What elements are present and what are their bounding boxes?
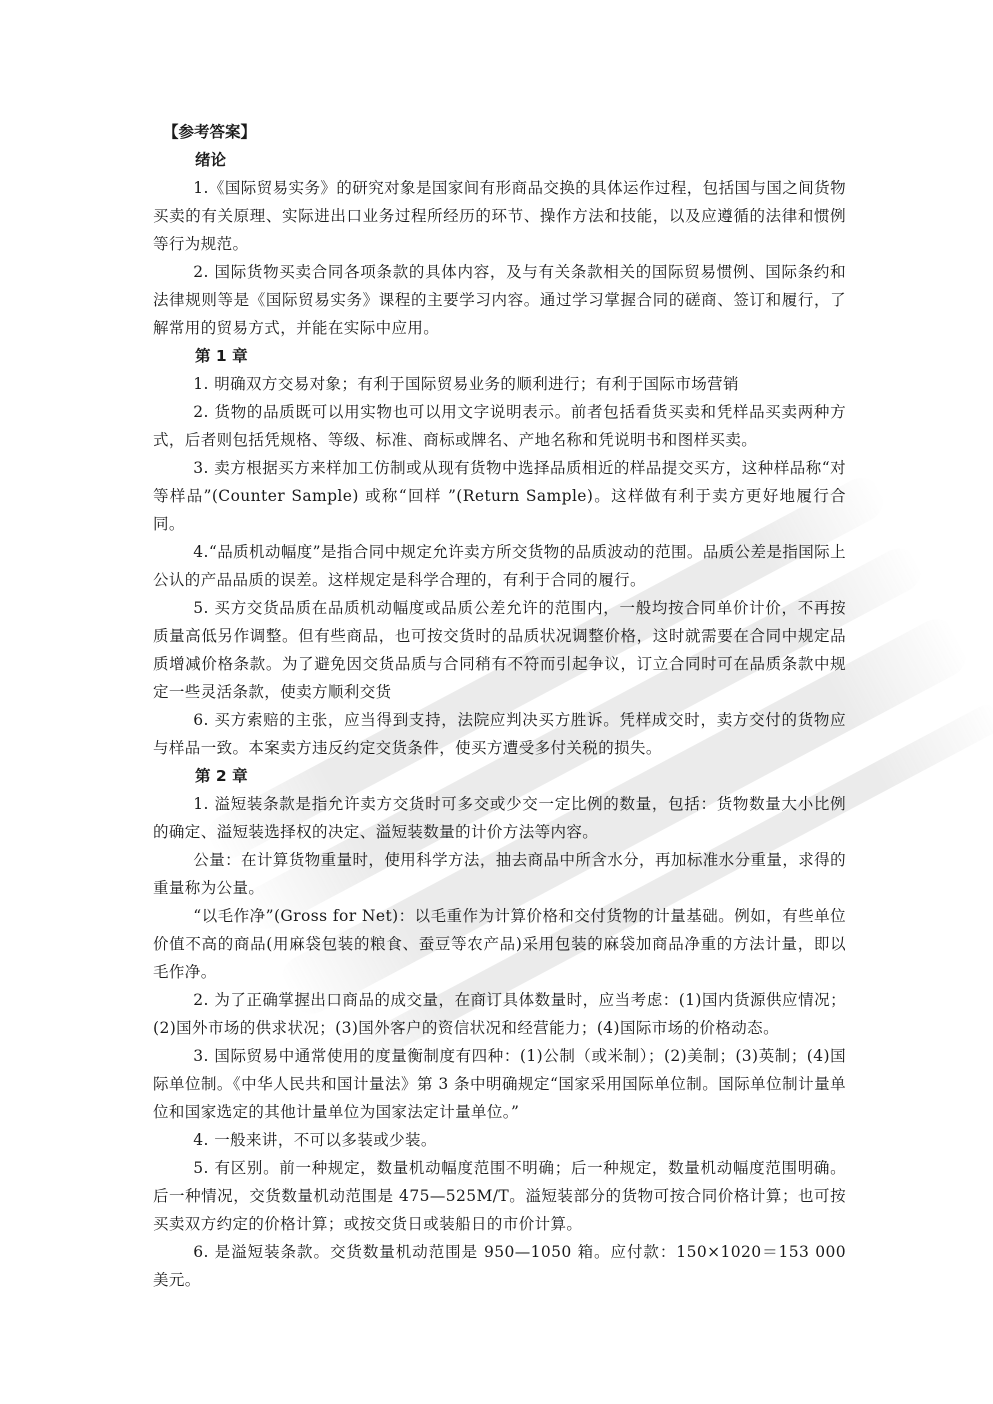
paragraph: 2. 国际货物买卖合同各项条款的具体内容，及与有关条款相关的国际贸易惯例、国际条约和法律规则等是《国际贸易实务》课程的主要学习内容。通过学习掌握合同的磋商、签订和履行，了解常用的贸易方式，并能在实际中应用。 [153, 263, 846, 337]
paragraph: 1.《国际贸易实务》的研究对象是国家间有形商品交换的具体运作过程，包括国与国之间货物买卖的有关原理、实际进出口业务过程所经历的环节、操作方法和技能，以及应遵循的法律和惯例等行为规范。 [153, 179, 846, 253]
paragraph: 公量：在计算货物重量时，使用科学方法，抽去商品中所含水分，再加标准水分重量，求得的重量称为公量。 [153, 851, 846, 897]
section-heading-chapter-1: 第 1 章 [195, 347, 248, 365]
paragraph: 4.“品质机动幅度”是指合同中规定允许卖方所交货物的品质波动的范围。品质公差是指国际上公认的产品品质的误差。这样规定是科学合理的，有利于合同的履行。 [153, 543, 846, 589]
paragraph: 6. 是溢短装条款。交货数量机动范围是 950—1050 箱。应付款：150×1020＝153 000 美元。 [153, 1243, 846, 1289]
answer-content [153, 118, 846, 1294]
paragraph: 4. 一般来讲，不可以多装或少装。 [193, 1131, 437, 1149]
paragraph: 2. 为了正确掌握出口商品的成交量，在商订具体数量时，应当考虑：(1)国内货源供应情况；(2)国外市场的供求状况；(3)国外客户的资信状况和经营能力；(4)国际市场的价格动态。 [153, 991, 846, 1037]
page-title: 【参考答案】 [163, 123, 257, 141]
section-heading-intro: 绪论 [195, 151, 227, 169]
section-heading-chapter-2: 第 2 章 [195, 767, 248, 785]
paragraph: 6. 买方索赔的主张，应当得到支持，法院应判决买方胜诉。凭样成交时，卖方交付的货物应与样品一致。本案卖方违反约定交货条件，使买方遭受多付关税的损失。 [153, 711, 846, 757]
paragraph: 3. 国际贸易中通常使用的度量衡制度有四种：(1)公制（或米制）；(2)美制；(3)英制；(4)国际单位制。《中华人民共和国计量法》第 3 条中明确规定“国家采用国际单位制。国际单位制计量单位和国家选定的其他计量单位为国家法定计量单位。” [153, 1047, 846, 1121]
paragraph: 5. 买方交货品质在品质机动幅度或品质公差允许的范围内，一般均按合同单价计价，不再按质量高低另作调整。但有些商品，也可按交货时的品质状况调整价格，这时就需要在合同中规定品质增减价格条款。为了避免因交货品质与合同稍有不符而引起争议，订立合同时可在品质条款中规定一些灵活条款，使卖方顺利交货 [153, 599, 846, 701]
paragraph: “以毛作净”(Gross for Net)：以毛重作为计算价格和交付货物的计量基础。例如，有些单位价值不高的商品(用麻袋包装的粮食、蚕豆等农产品)采用包装的麻袋加商品净重的方法计量，即以毛作净。 [153, 907, 846, 981]
paragraph: 1. 溢短装条款是指允许卖方交货时可多交或少交一定比例的数量，包括：货物数量大小比例的确定、溢短装选择权的决定、溢短装数量的计价方法等内容。 [153, 795, 846, 841]
paragraph: 1. 明确双方交易对象；有利于国际贸易业务的顺利进行；有利于国际市场营销 [193, 375, 739, 393]
paragraph: 5. 有区别。前一种规定，数量机动幅度范围不明确；后一种规定，数量机动幅度范围明确。后一种情况，交货数量机动范围是 475—525M/T。溢短装部分的货物可按合同价格计算；也可按买卖双方约定的价格计算；或按交货日或装船日的市价计算。 [153, 1159, 846, 1233]
paragraph: 3. 卖方根据买方来样加工仿制或从现有货物中选择品质相近的样品提交买方，这种样品称“对等样品”(Counter Sample) 或称“回样 ”(Return Sample)。这样做有利于卖方更好地履行合同。 [153, 459, 846, 533]
paragraph: 2. 货物的品质既可以用实物也可以用文字说明表示。前者包括看货买卖和凭样品买卖两种方式，后者则包括凭规格、等级、标准、商标或牌名、产地名称和凭说明书和图样买卖。 [153, 403, 846, 449]
